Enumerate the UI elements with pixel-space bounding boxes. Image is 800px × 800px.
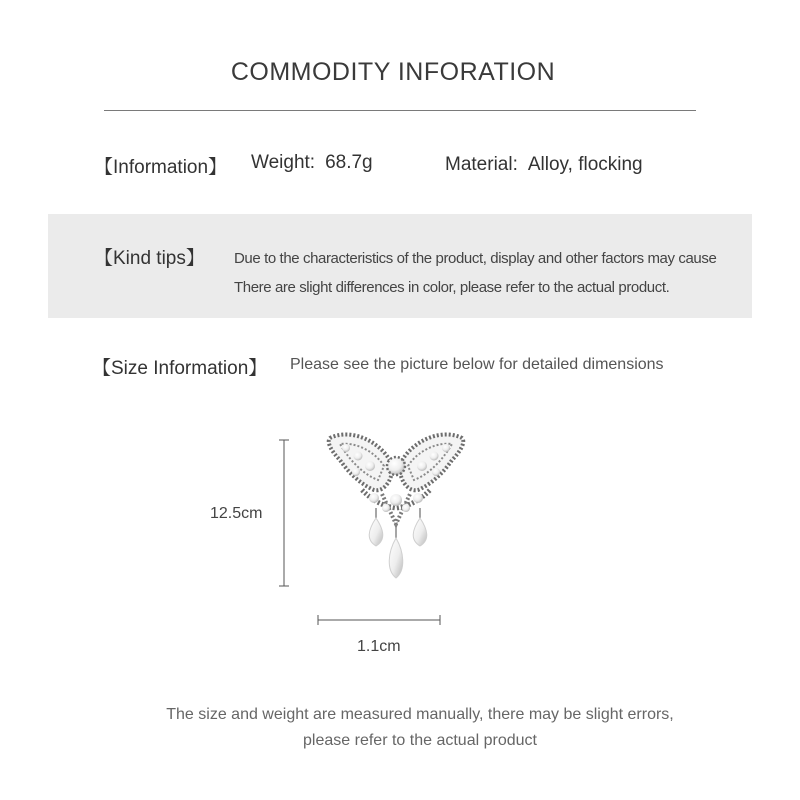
width-dimension-label: 1.1cm (357, 638, 401, 655)
size-information-label: 【Size Information】 (92, 358, 268, 379)
weight-value: 68.7g (325, 152, 373, 173)
weight-key: Weight: (251, 152, 316, 173)
information-label: 【Information】 (94, 157, 228, 178)
disclaimer-line-1: The size and weight are measured manually, there may be slight errors, (166, 706, 674, 723)
material-key: Material: (445, 154, 518, 175)
page-title: COMMODITY INFORATION (230, 58, 556, 86)
title-divider (104, 110, 696, 111)
kind-tips-text (234, 244, 744, 302)
kind-tips-line-2: There are slight differences in color, please refer to the actual product. (234, 279, 670, 296)
weight-field (251, 152, 373, 174)
height-dimension-label: 12.5cm (210, 505, 263, 522)
size-description: Please see the picture below for detailed dimensions (290, 356, 664, 373)
kind-tips-label: 【Kind tips】 (94, 248, 205, 269)
height-dimension-line (278, 438, 290, 588)
butterfly-brooch-image (322, 426, 470, 588)
material-field (445, 154, 643, 176)
width-dimension-line (316, 614, 442, 626)
disclaimer-line-2: please refer to the actual product (303, 732, 537, 749)
measurement-disclaimer (120, 702, 720, 754)
kind-tips-line-1: Due to the characteristics of the product, display and other factors may cause (234, 250, 717, 267)
material-value: Alloy, flocking (527, 154, 643, 175)
